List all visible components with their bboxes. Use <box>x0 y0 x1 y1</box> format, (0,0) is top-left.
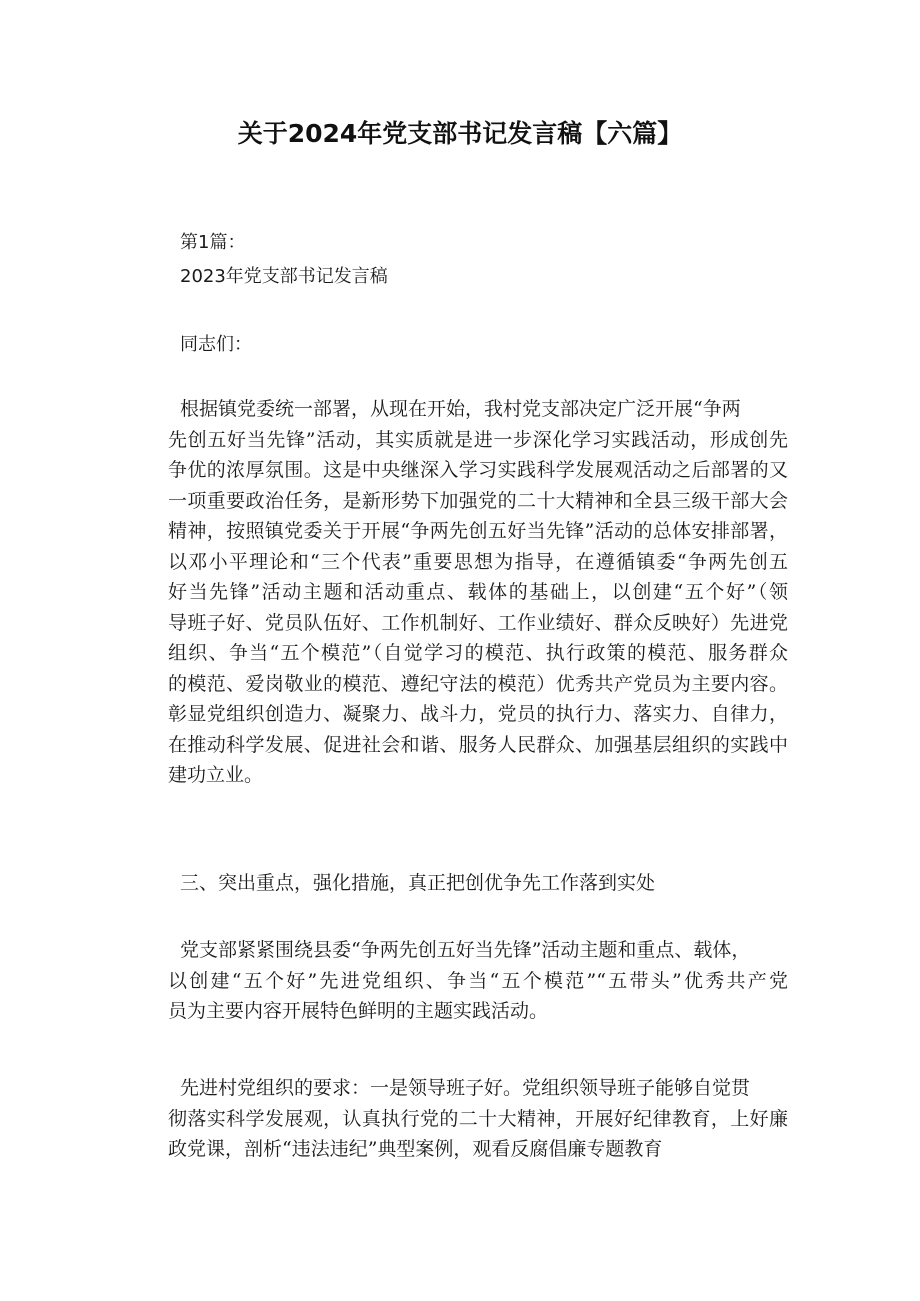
paragraph-line: 以创建“五个好”先进党组织、争当“五个模范”“五带头”优秀共产党 <box>168 969 788 992</box>
paragraph-line: 彰显党组织创造力、凝聚力、战斗力，党员的执行力、落实力、自律力， <box>168 703 788 725</box>
paragraph-line: 先进村党组织的要求：一是领导班子好。党组织领导班子能够自觉贯 <box>180 1077 751 1099</box>
part-title: 2023年党支部书记发言稿 <box>180 266 388 287</box>
part-label: 第1篇： <box>180 232 246 253</box>
paragraph-line: 根据镇党委统一部署，从现在开始，我村党支部决定广泛开展“争两 <box>180 398 741 420</box>
paragraph-line: 以邓小平理论和“三个代表”重要思想为指导，在遵循镇委“争两先创五 <box>168 550 788 573</box>
paragraph-1 <box>168 394 788 791</box>
paragraph-line: 党支部紧紧围绕县委“争两先创五好当先锋”活动主题和重点、载体， <box>180 939 751 961</box>
paragraph-line: 政党课，剖析“违法违纪”典型案例，观看反腐倡廉专题教育 <box>168 1138 663 1160</box>
paragraph-3 <box>168 1073 788 1165</box>
document-title: 关于2024年党支部书记发言稿【六篇】 <box>237 119 683 148</box>
paragraph-line: 导班子好、党员队伍好、工作机制好、工作业绩好、群众反映好）先进党 <box>168 611 788 634</box>
paragraph-2 <box>168 935 788 1027</box>
paragraph-line: 建功立业。 <box>168 764 264 786</box>
paragraph-line: 好当先锋”活动主题和活动重点、载体的基础上，以创建“五个好”（领 <box>168 581 788 603</box>
salutation: 同志们： <box>180 334 252 355</box>
paragraph-line: 一项重要政治任务，是新形势下加强党的二十大精神和全县三级干部大会 <box>168 489 788 512</box>
section-heading-text: 三、突出重点，强化措施，真正把创优争先工作落到实处 <box>180 872 656 894</box>
paragraph-line: 先创五好当先锋”活动，其实质就是进一步深化学习实践活动，形成创先 <box>168 428 788 451</box>
paragraph-line: 在推动科学发展、促进社会和谐、服务人民群众、加强基层组织的实践中 <box>168 733 788 756</box>
paragraph-line: 精神，按照镇党委关于开展“争两先创五好当先锋”活动的总体安排部署， <box>168 520 788 542</box>
section-heading <box>168 868 788 899</box>
paragraph-line: 彻落实科学发展观，认真执行党的二十大精神，开展好纪律教育，上好廉 <box>168 1107 788 1130</box>
paragraph-line: 员为主要内容开展特色鲜明的主题实践活动。 <box>168 1000 549 1022</box>
paragraph-line: 组织、争当“五个模范”（自觉学习的模范、执行政策的模范、服务群众 <box>168 642 788 664</box>
paragraph-line: 争优的浓厚氛围。这是中央继深入学习实践科学发展观活动之后部署的又 <box>168 459 788 481</box>
paragraph-line: 的模范、爱岗敬业的模范、遵纪守法的模范）优秀共产党员为主要内容。 <box>168 672 788 695</box>
